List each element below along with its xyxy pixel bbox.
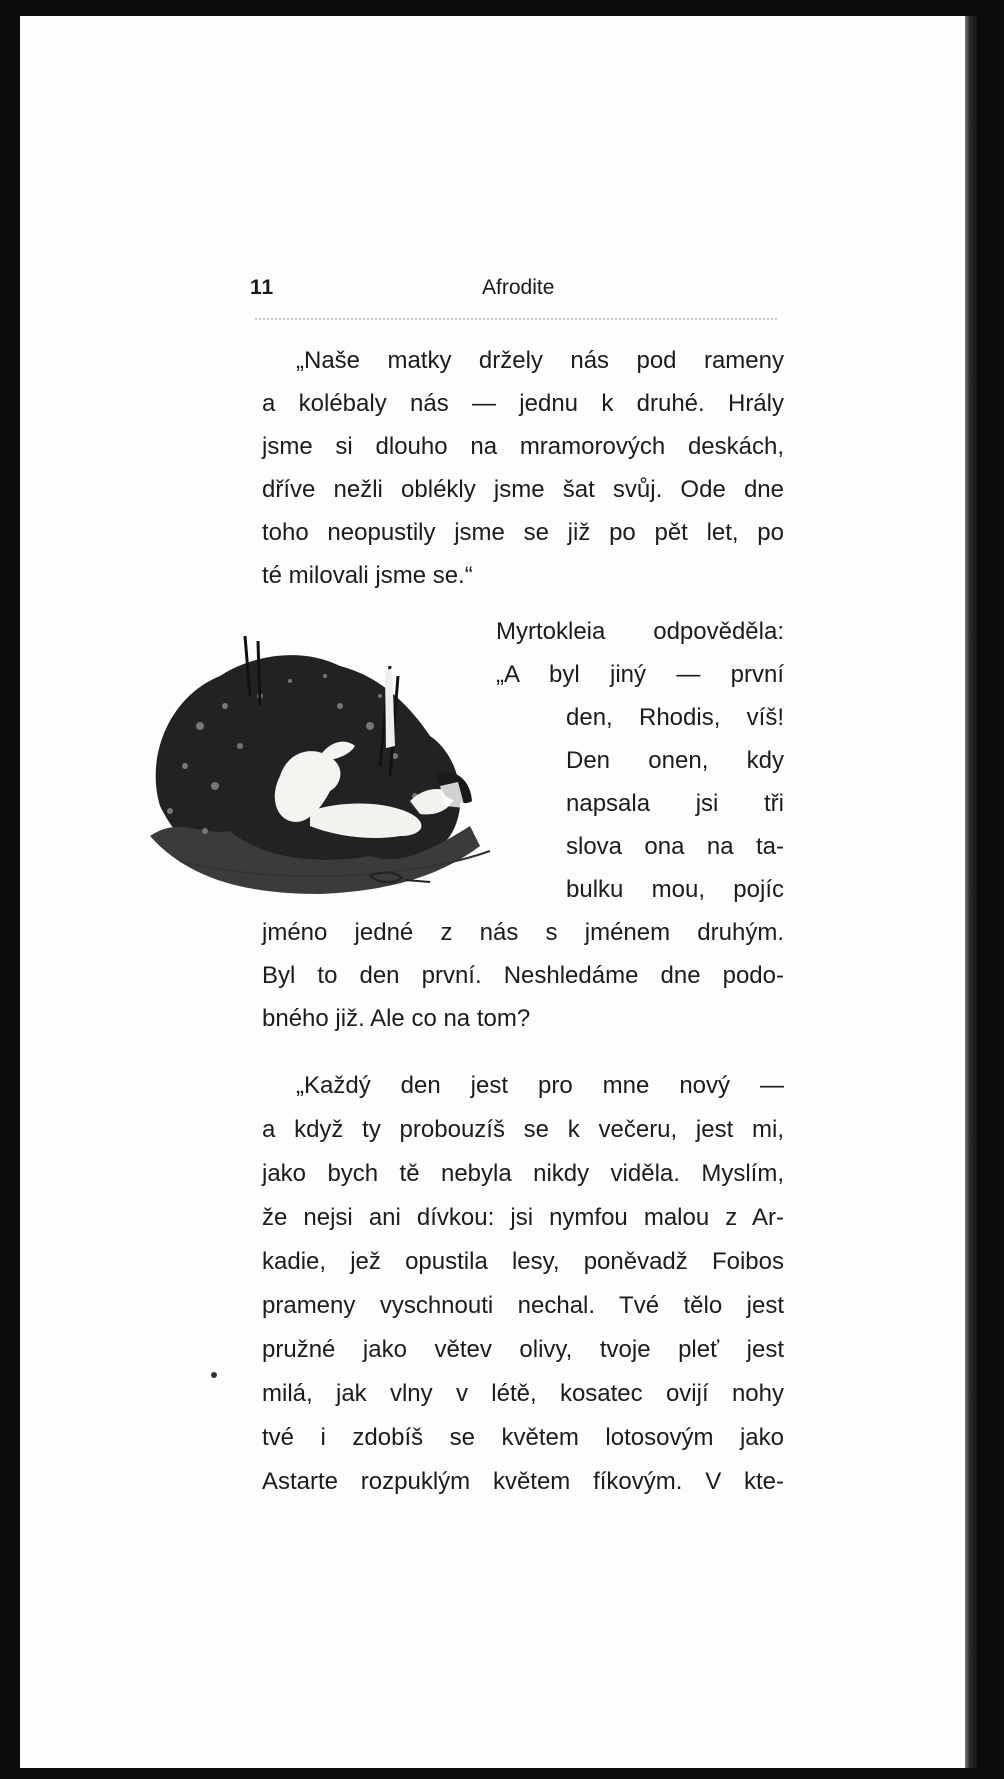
text-line: bulku mou, pojíc — [566, 876, 784, 903]
header-rule — [255, 318, 777, 320]
text-line: a když ty probouzíš se k večeru, jest mi, — [262, 1116, 784, 1143]
text-line: „Každý den jest pro mne nový — — [296, 1072, 784, 1099]
text-line: jako bych tě nebyla nikdy viděla. Myslím, — [262, 1160, 784, 1187]
text-line: dříve nežli oblékly jsme šat svůj. Ode dne — [262, 476, 784, 503]
text-line: Den onen, kdy — [566, 747, 784, 774]
page-number: 11 — [250, 276, 275, 299]
text-line: jméno jedné z nás s jménem druhým. — [262, 919, 784, 946]
running-title: Afrodite — [482, 276, 555, 299]
text-line: prameny vyschnouti nechal. Tvé tělo jest — [262, 1292, 784, 1319]
text-line: Astarte rozpuklým květem fíkovým. V kte- — [262, 1468, 784, 1495]
text-line: pružné jako větev olivy, tvoje pleť jest — [262, 1336, 784, 1363]
stray-mark — [211, 1372, 217, 1378]
text-line: slova ona na ta- — [566, 833, 784, 860]
text-line: že nejsi ani dívkou: jsi nymfou malou z Ar- — [262, 1204, 784, 1231]
text-line: té milovali jsme se.“ — [262, 562, 473, 589]
text-line: Myrtokleia odpověděla: — [496, 618, 784, 645]
text-line: „Naše matky držely nás pod rameny — [296, 347, 784, 374]
text-line: bného již. Ale co na tom? — [262, 1005, 531, 1032]
text-line: toho neopustily jsme se již po pět let, po — [262, 519, 784, 546]
text-line: a kolébaly nás — jednu k druhé. Hrály — [262, 390, 784, 417]
text-line: Byl to den první. Neshledáme dne podo- — [262, 962, 784, 989]
reclining-nymphs-vignette-icon — [140, 636, 560, 916]
text-line: napsala jsi tři — [566, 790, 784, 817]
text-line: milá, jak vlny v létě, kosatec ovijí nohy — [262, 1380, 784, 1407]
text-line: jsme si dlouho na mramorových deskách, — [262, 433, 784, 460]
text-line: „A byl jiný — první — [496, 661, 784, 688]
page-header — [250, 272, 785, 306]
page-edge — [965, 16, 977, 1768]
text-line: kadie, jež opustila lesy, poněvadž Foibos — [262, 1248, 784, 1275]
text-line: tvé i zdobíš se květem lotosovým jako — [262, 1424, 784, 1451]
text-line: den, Rhodis, víš! — [566, 704, 784, 731]
